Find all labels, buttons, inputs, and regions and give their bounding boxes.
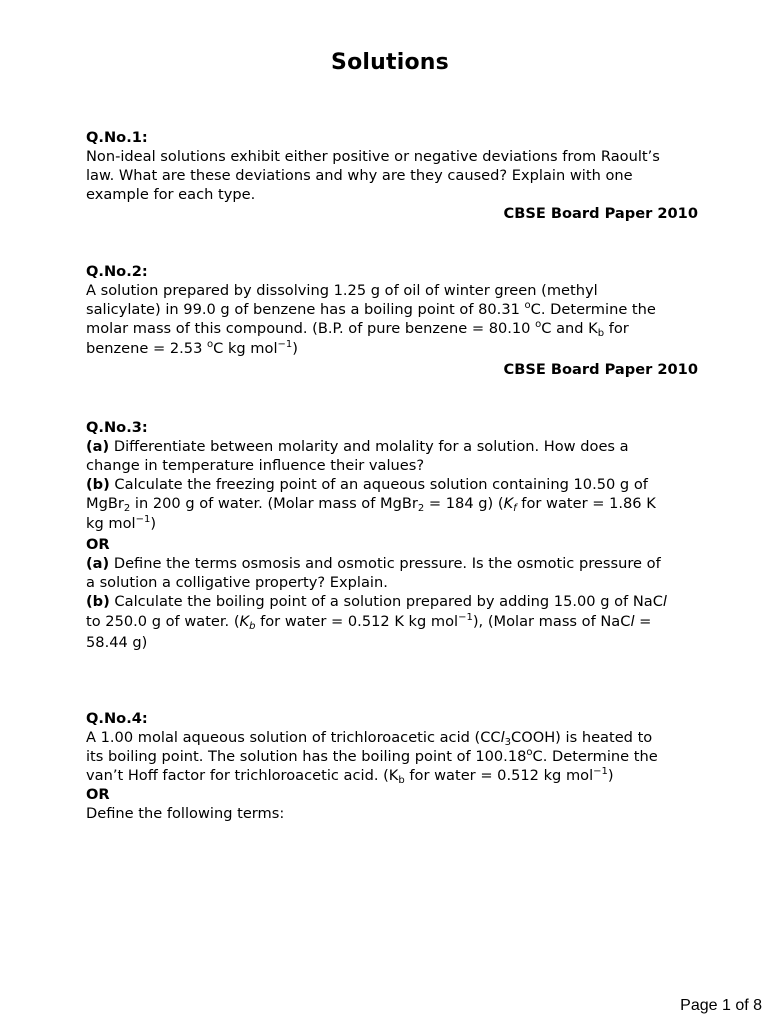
question-3 bbox=[86, 418, 698, 652]
question-2-label: Q.No.2: bbox=[86, 263, 148, 280]
question-1-line: law. What are these deviations and why are they caused? Explain with one bbox=[86, 167, 633, 184]
question-2 bbox=[86, 262, 698, 379]
question-3-label: Q.No.3: bbox=[86, 419, 148, 436]
question-3-line: MgBr$_2$ in 200 g of water. (Molar mass of MgBr$_2$ = 184 g) ($K_f$ for water = 1.86 K bbox=[86, 495, 656, 514]
question-2-line: benzene = 2.53 $^o$C kg mol$^{-1}$) bbox=[86, 339, 298, 357]
question-2-line: molar mass of this compound. (B.P. of pure benzene = 80.10 $^o$C and $K_b$ for bbox=[86, 319, 629, 339]
question-3-line: (b) Calculate the freezing point of an aqueous solution containing 10.50 g of bbox=[86, 476, 648, 493]
question-3-line: 58.44 g) bbox=[86, 634, 148, 651]
question-4-or: OR bbox=[86, 786, 110, 803]
question-2-line: A solution prepared by dissolving 1.25 g of oil of winter green (methyl bbox=[86, 282, 598, 299]
question-2-line: salicylate) in 99.0 g of benzene has a boiling point of 80.31 $^o$C. Determine the bbox=[86, 300, 656, 318]
question-1-line: example for each type. bbox=[86, 186, 256, 203]
question-3-line: kg mol$^{-1}$) bbox=[86, 514, 157, 532]
page-number: Page 1 of 8 bbox=[680, 997, 762, 1014]
question-1-line: Non-ideal solutions exhibit either positive or negative deviations from Raoult’s bbox=[86, 148, 660, 165]
question-3-line: to 250.0 g of water. ($K_b$ for water = 0.512 K kg mol$^{-1}$), (Molar mass of NaCl = bbox=[86, 612, 652, 632]
question-3-line: (b) Calculate the boiling point of a solution prepared by adding 15.00 g of NaCl bbox=[86, 593, 667, 610]
question-4-line: van’t Hoff factor for trichloroacetic acid. ($K_b$ for water = 0.512 kg mol$^{-1}$) bbox=[86, 766, 614, 786]
question-3-line: (a) Define the terms osmosis and osmotic pressure. Is the osmotic pressure of bbox=[86, 555, 661, 572]
question-1-label: Q.No.1: bbox=[86, 129, 148, 146]
page-title: Solutions bbox=[331, 50, 449, 75]
question-3-line: change in temperature influence their values? bbox=[86, 457, 425, 474]
question-3-line: a solution a colligative property? Explain. bbox=[86, 574, 388, 591]
question-4 bbox=[86, 709, 698, 823]
question-4-line: A 1.00 molal aqueous solution of trichloroacetic acid (CCl$_3$COOH) is heated to bbox=[86, 729, 653, 748]
question-4-line: Define the following terms: bbox=[86, 805, 285, 822]
question-1 bbox=[86, 128, 698, 223]
question-3-line: (a) Differentiate between molarity and molality for a solution. How does a bbox=[86, 438, 629, 455]
question-3-or: OR bbox=[86, 536, 110, 553]
question-1-source: CBSE Board Paper 2010 bbox=[503, 205, 698, 222]
question-4-line: its boiling point. The solution has the boiling point of 100.18$^o$C. Determine the bbox=[86, 747, 658, 765]
question-4-label: Q.No.4: bbox=[86, 710, 148, 727]
question-2-source: CBSE Board Paper 2010 bbox=[503, 361, 698, 378]
